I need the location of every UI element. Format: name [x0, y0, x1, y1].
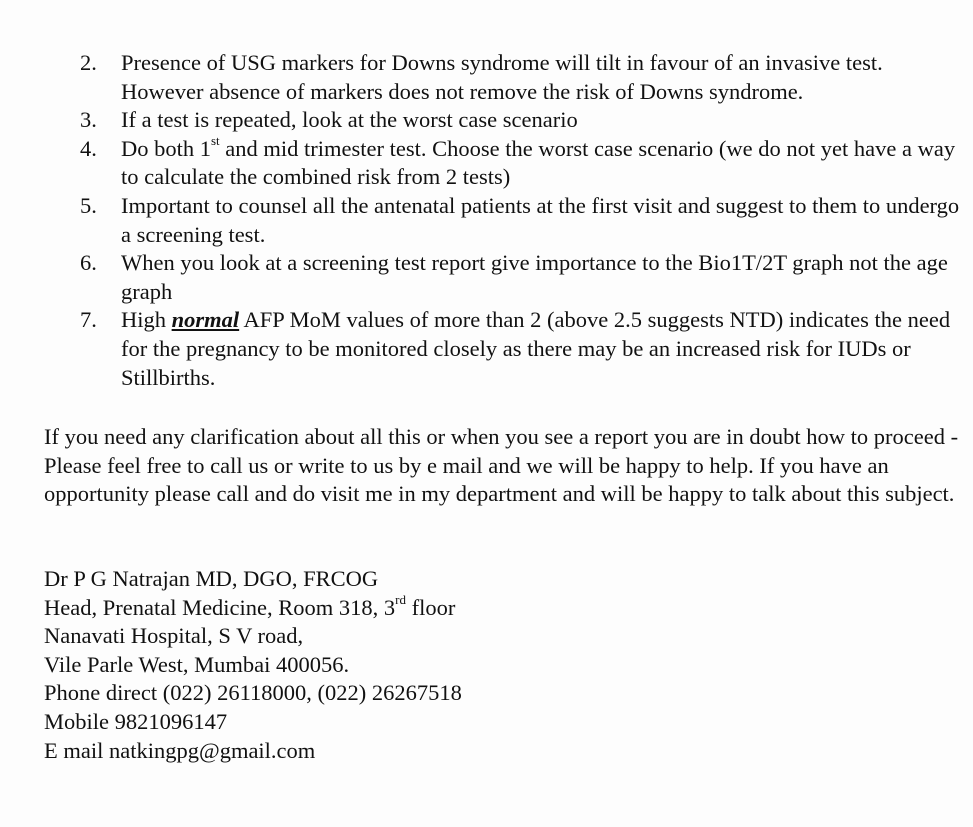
signature-email: E mail natkingpg@gmail.com — [44, 737, 316, 763]
list-item-text-before: Do both 1 — [121, 135, 211, 161]
list-item-number: 4. — [80, 135, 97, 161]
signature-block — [44, 565, 744, 765]
list-item — [80, 49, 960, 106]
ordinal-superscript: st — [211, 133, 220, 149]
signature-name: Dr P G Natrajan MD, DGO, FRCOG — [44, 566, 379, 591]
list-item-text: Important to counsel all the antenatal patients at the first visit and suggest to them to undergo a screening test. — [121, 192, 960, 247]
ordinal-superscript: rd — [395, 592, 407, 608]
list-item-text: When you look at a screening test report give importance to the Bio1T/2T graph not the age graph — [121, 250, 948, 304]
list-item-text: Presence of USG markers for Downs syndrome will tilt in favour of an invasive test. However absence of markers does not remove the risk of Downs syndrome. — [121, 50, 883, 104]
list-item — [80, 106, 960, 135]
list-item-text-after: and mid trimester test. Choose the worst case scenario (we do not yet have a way to calculate the combined risk from 2 tests) — [121, 135, 956, 190]
list-item — [80, 306, 960, 392]
signature-phone: Phone direct (022) 26118000, (022) 26267518 — [44, 680, 462, 706]
list-item — [80, 192, 960, 249]
signature-mobile: Mobile 9821096147 — [44, 708, 228, 734]
list-item — [80, 249, 960, 306]
signature-address-line1: Nanavati Hospital, S V road, — [44, 623, 304, 649]
list-item-text: If a test is repeated, look at the worst case scenario — [121, 107, 578, 133]
list-item-text — [121, 307, 950, 389]
clarification-paragraph: If you need any clarification about all this or when you see a report you are in doubt how to proceed - Please feel free to call us or write to us by e mail and we will be happy to help. If you have an opportunity please call and do visit me in my department and will be happy to talk about this subject. — [44, 424, 959, 507]
numbered-list — [80, 49, 960, 392]
list-item-number: 6. — [80, 250, 97, 276]
emphasized-word: normal — [171, 307, 240, 333]
signature-address-line2: Vile Parle West, Mumbai 400056. — [44, 651, 350, 677]
list-item-number: 7. — [80, 307, 97, 333]
list-item-number: 2. — [80, 50, 97, 75]
list-item — [80, 135, 960, 192]
list-item-number: 3. — [80, 107, 97, 133]
list-item-number: 5. — [80, 192, 97, 218]
list-item-text-before: High — [121, 307, 172, 333]
list-item-text — [121, 133, 956, 190]
signature-position: Head, Prenatal Medicine, Room 318, 3rd floor — [44, 592, 456, 620]
list-item-text-after: AFP MoM values of more than 2 (above 2.5 suggests NTD) indicates the need for the pregnancy to be monitored closely as there may be an increased risk for IUDs or Stillbirths. — [121, 307, 951, 390]
